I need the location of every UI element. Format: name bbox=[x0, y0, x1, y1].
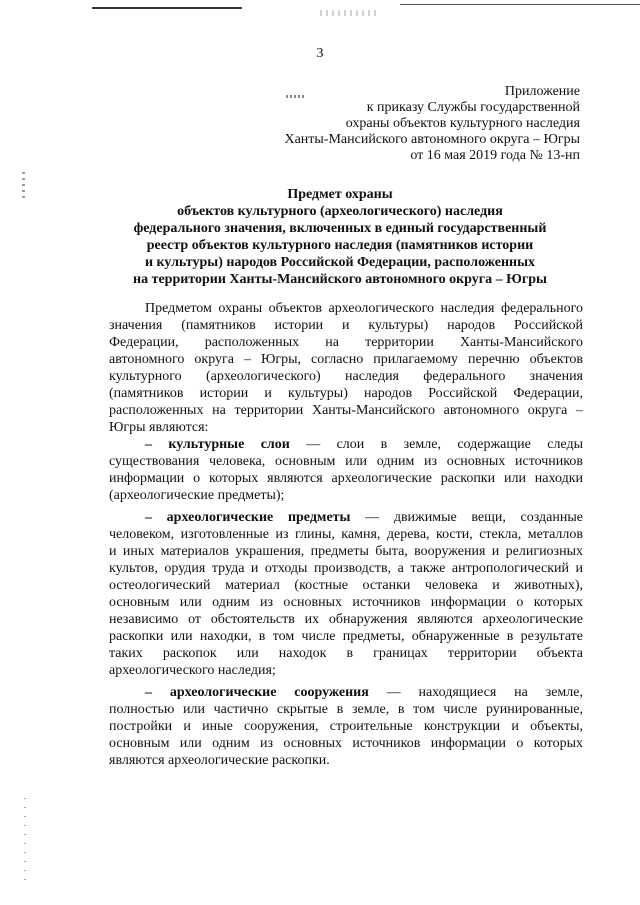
title-line: и культуры) народов Российской Федерации, расположенных bbox=[144, 255, 536, 270]
text-line: постройки и иные сооружения, строительные конструкции и объекты, bbox=[109, 719, 583, 734]
document-title bbox=[90, 186, 590, 288]
text-line bbox=[109, 436, 583, 453]
intro-paragraph bbox=[109, 300, 583, 436]
appendix-line: от 16 мая 2019 года № 13-нп bbox=[410, 148, 580, 163]
text-line: таких раскопок или находок в границах территории объекта bbox=[109, 646, 583, 661]
text-line: являются археологические раскопки. bbox=[109, 753, 330, 768]
text-line: культурного (археологического) наследия федерального значения bbox=[109, 369, 583, 384]
text-line bbox=[109, 684, 583, 701]
scan-artifact-margin bbox=[22, 170, 25, 198]
term-definition: — находящиеся на земле, bbox=[368, 685, 583, 700]
text-line: полностью или частично скрытые в земле, в том числе руинированные, bbox=[109, 702, 583, 717]
title-line: Предмет охраны bbox=[287, 187, 393, 202]
text-line: (археологические предметы); bbox=[109, 488, 285, 503]
page-number: 3 bbox=[316, 46, 324, 61]
scan-artifact-line bbox=[92, 7, 242, 9]
text-line: человеком, изготовленные из глины, камня, дерева, кости, стекла, металлов bbox=[109, 527, 583, 542]
scan-artifact-margin bbox=[24, 790, 26, 880]
document-body bbox=[109, 300, 583, 769]
definition-archaeological-items bbox=[109, 509, 583, 679]
text-line: основным или одним из основных источников информации о которых bbox=[109, 736, 583, 751]
text-line: Югры являются: bbox=[109, 420, 209, 435]
text-line: культов, орудия труда и отходы производств, а также антропологический и bbox=[109, 561, 583, 576]
text-line: археологического наследия; bbox=[109, 663, 276, 678]
text-line: основным или одним из основных источников информации о которых bbox=[109, 595, 583, 610]
scan-artifact-line bbox=[400, 4, 640, 5]
term-definition: — слои в земле, содержащие следы bbox=[289, 437, 583, 452]
text-line: независимо от обстоятельств их обнаружения являются археологические bbox=[109, 612, 583, 627]
title-line: федерального значения, включенных в единый государственный bbox=[133, 221, 547, 236]
term-label: – культурные слои bbox=[145, 437, 290, 452]
text-line: автономного округа – Югры, согласно прилагаемому перечню объектов bbox=[109, 352, 583, 367]
title-line: на территории Ханты-Мансийского автономного округа – Югры bbox=[133, 272, 547, 287]
text-line: и иных материалов украшения, предметы быта, вооружения и религиозных bbox=[109, 544, 583, 559]
term-label: – археологические предметы bbox=[145, 510, 351, 525]
definition-archaeological-structures bbox=[109, 684, 583, 769]
title-line: объектов культурного (археологического) наследия bbox=[177, 204, 503, 219]
appendix-line: охраны объектов культурного наследия bbox=[345, 116, 580, 131]
appendix-line: к приказу Службы государственной bbox=[366, 100, 580, 115]
term-definition: — движимые вещи, созданные bbox=[350, 510, 583, 525]
text-line: раскопки или находки, в том числе предметы, обнаруженные в результате bbox=[109, 629, 583, 644]
appendix-line: Приложение bbox=[504, 84, 580, 99]
title-line: реестр объектов культурного наследия (памятников истории bbox=[146, 238, 534, 253]
text-line: значения (памятников истории и культуры) народов Российской bbox=[109, 318, 583, 333]
text-line bbox=[109, 509, 583, 526]
text-line: остеологический материал (костные останки человека и животных), bbox=[109, 578, 583, 593]
scan-artifact-smudge bbox=[320, 10, 380, 16]
text-line: существования человека, основным или одним из основных источников bbox=[109, 454, 583, 469]
term-label: – археологические сооружения bbox=[145, 685, 369, 700]
appendix-line: Ханты-Мансийского автономного округа – Югры bbox=[284, 132, 580, 147]
appendix-header bbox=[284, 84, 580, 164]
definition-cultural-layers bbox=[109, 436, 583, 504]
text-line: Предметом охраны объектов археологического наследия федерального bbox=[145, 301, 583, 316]
text-line: расположенных на территории Ханты-Мансийского автономного округа – bbox=[109, 403, 583, 418]
text-line: Федерации, расположенных на территории Ханты-Мансийского bbox=[109, 335, 583, 350]
text-line: информации о которых являются археологические раскопки или находки bbox=[109, 471, 583, 486]
text-line: (памятников истории и культуры) народов Российской Федерации, bbox=[109, 386, 583, 401]
